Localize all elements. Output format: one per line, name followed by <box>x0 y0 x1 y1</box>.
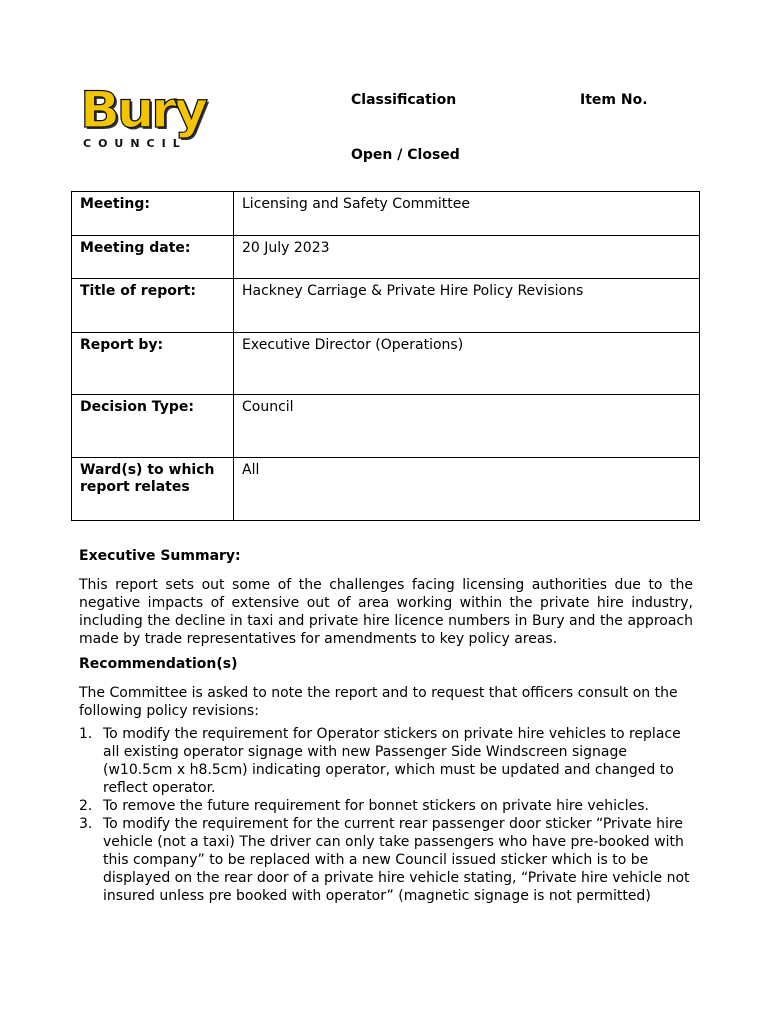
list-item-number: 3. <box>79 816 93 832</box>
table-row <box>72 192 700 236</box>
table-row <box>72 279 700 333</box>
list-item <box>79 725 693 797</box>
meeting-label: Meeting: <box>72 192 234 236</box>
list-item-number: 2. <box>79 798 93 814</box>
item-number-label: Item No. <box>580 92 648 108</box>
recommendations-heading: Recommendation(s) <box>79 656 238 672</box>
logo-subtitle: COUNCIL <box>83 137 187 150</box>
meeting-date-label: Meeting date: <box>72 236 234 279</box>
table-row <box>72 236 700 279</box>
list-item-text: To modify the requirement for the current rear passenger door sticker “Private hire vehicle (not a taxi) The driver can only take passengers who have pre-booked with this company” to be replaced with a new Council issued sticker which is to be displayed on the rear door of a private hire vehicle stating, “Private hire vehicle not insured unless pre booked with operator” (magnetic signage is not permitted) <box>103 816 690 904</box>
decision-type-label: Decision Type: <box>72 395 234 458</box>
meeting-date-value: 20 July 2023 <box>234 236 700 279</box>
recommendations-list <box>79 725 693 905</box>
list-item <box>79 815 693 905</box>
report-info-table <box>71 191 700 521</box>
executive-summary-heading: Executive Summary: <box>79 548 241 564</box>
logo-wordmark: Bury <box>80 81 205 139</box>
report-by-value: Executive Director (Operations) <box>234 333 700 395</box>
classification-label: Classification <box>351 92 457 108</box>
list-item-number: 1. <box>79 726 93 742</box>
executive-summary-text: This report sets out some of the challenges facing licensing authorities due to the negative impacts of extensive out of area working within the private hire industry, including the decline in taxi and private hire licence numbers in Bury and the approach made by trade representatives for amendments to key policy areas. <box>79 577 693 647</box>
report-title-value: Hackney Carriage & Private Hire Policy Revisions <box>234 279 700 333</box>
table-row <box>72 333 700 395</box>
table-row <box>72 458 700 521</box>
wards-value: All <box>234 458 700 521</box>
report-title-label: Title of report: <box>72 279 234 333</box>
open-closed-label: Open / Closed <box>351 147 460 163</box>
table-row <box>72 395 700 458</box>
decision-type-value: Council <box>234 395 700 458</box>
bury-council-logo <box>80 81 210 156</box>
report-by-label: Report by: <box>72 333 234 395</box>
list-item-text: To modify the requirement for Operator stickers on private hire vehicles to replace all existing operator signage with new Passenger Side Windscreen signage (w10.5cm x h8.5cm) indicating operator, which must be updated and changed to reflect operator. <box>103 726 681 796</box>
meeting-value: Licensing and Safety Committee <box>234 192 700 236</box>
recommendations-intro: The Committee is asked to note the report and to request that officers consult on the following policy revisions: <box>79 685 678 719</box>
list-item-text: To remove the future requirement for bonnet stickers on private hire vehicles. <box>103 798 649 814</box>
list-item <box>79 797 693 815</box>
wards-label: Ward(s) to which report relates <box>72 458 234 521</box>
